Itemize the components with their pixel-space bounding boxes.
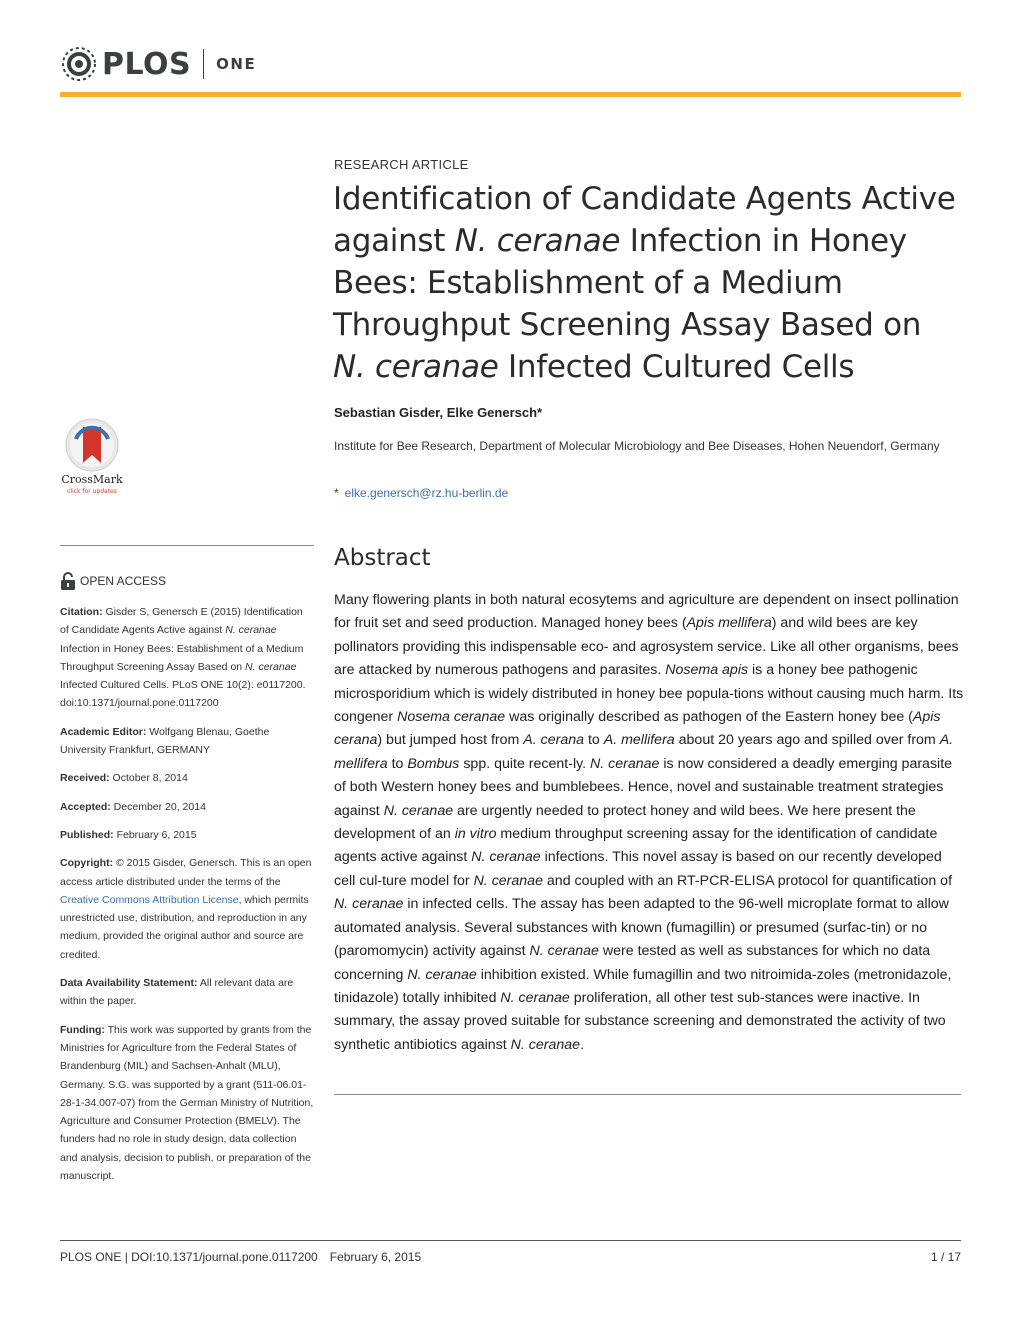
- text-run: proliferation, all other test sub-stances were inactive. In summary, the assay proved suitable for substance screening and demonstrated the activity of two synthetic antibiotics against: [334, 989, 946, 1053]
- published-text: February 6, 2015: [113, 828, 197, 841]
- text-run: were tested as well as substances for which no data concerning: [334, 943, 931, 983]
- article-title: [333, 178, 963, 388]
- text-run: Identification of Candidate Agents Active against: [333, 181, 956, 259]
- text-run: Infection in Honey Bees: Establishment of a Medium Throughput Screening Assay Based on: [333, 223, 922, 343]
- citation-label: Citation:: [60, 606, 103, 618]
- abstract-body: [334, 589, 964, 1057]
- text-run: was originally described as pathogen of the Eastern honey bee (: [505, 709, 913, 726]
- italic-run: N. ceranae: [510, 1036, 581, 1053]
- italic-run: N. ceranae: [225, 624, 277, 637]
- affiliation: Institute for Bee Research, Department of Molecular Microbiology and Bee Diseases, Hohen Neuendorf, Germany: [334, 439, 940, 453]
- plos-logo-icon: [60, 45, 98, 83]
- italic-run: Apis mellifera: [686, 615, 772, 632]
- crossmark-badge[interactable]: [58, 417, 126, 497]
- journal-suffix: ONE: [216, 55, 257, 73]
- footer-date: February 6, 2015: [329, 1250, 422, 1264]
- accepted-date: [60, 798, 314, 816]
- sidebar-divider: [60, 545, 314, 546]
- open-lock-icon: [60, 572, 76, 590]
- text-run: ) but jumped host from: [377, 732, 524, 749]
- logo-divider: [203, 49, 204, 79]
- italic-run: Apis cerana: [334, 709, 941, 749]
- published-label: Published:: [60, 828, 114, 841]
- received-text: October 8, 2014: [109, 772, 188, 785]
- funding-label: Funding:: [60, 1023, 105, 1036]
- editor-label: Academic Editor:: [60, 725, 147, 738]
- footer-journal-doi: PLOS ONE | DOI:10.1371/journal.pone.0117200: [60, 1250, 318, 1264]
- text-run: are urgently needed to protect honey and wild bees. We here present the development of an: [334, 802, 916, 843]
- italic-run: N. ceranae: [500, 989, 570, 1006]
- italic-run: N. ceranae: [245, 660, 297, 673]
- text-run: Infection in Honey Bees: Establishment of a Medium Throughput Screening Assay Based on: [60, 642, 304, 673]
- copyright-label: Copyright:: [60, 857, 114, 870]
- italic-run: A. mellifera: [603, 732, 675, 749]
- author-list: Sebastian Gisder, Elke Genersch*: [334, 405, 543, 420]
- text-run: to: [584, 732, 604, 749]
- text-run: Infected Cultured Cells. PLoS ONE 10(2): e0117200. doi:10.1371/journal.pone.0117200: [60, 679, 306, 710]
- italic-run: N. ceranae: [590, 755, 660, 772]
- published-date: [60, 826, 314, 844]
- text-run: about 20 years ago and spilled over from: [674, 732, 940, 749]
- italic-run: Nosema apis: [665, 662, 749, 679]
- crossmark-label: CrossMark: [61, 473, 123, 486]
- text-run: Many flowering plants in both natural ecosytems and agriculture are dependent on insect pollination for fruit set and seed production. Managed honey bees (: [334, 592, 959, 632]
- license-link[interactable]: Creative Commons Attribution License: [60, 893, 239, 906]
- received-label: Received:: [60, 772, 110, 785]
- italic-run: N. ceranae: [383, 802, 454, 819]
- italic-run: A. mellifera: [334, 732, 954, 772]
- academic-editor: [60, 723, 314, 760]
- text-run: inhibition existed. While fumagillin and two nitroimida-zoles (metronidazole, tinidazole) totally inhibited: [334, 966, 952, 1006]
- abstract-heading: Abstract: [334, 545, 431, 571]
- data-availability: [60, 974, 314, 1011]
- italic-run: N. ceranae: [471, 849, 541, 866]
- crossmark-sublabel: click for updates: [67, 488, 117, 495]
- email-marker: *: [334, 486, 339, 500]
- email-link[interactable]: elke.genersch@rz.hu-berlin.de: [344, 486, 509, 500]
- article-type: RESEARCH ARTICLE: [334, 157, 469, 172]
- text-run: in infected cells. The assay has been adapted to the 96-well microplate format to allow automated analysis. Several substances with known (fumagillin) or presumed (surfac-tin) or no (paromomycin) activity against: [334, 896, 949, 960]
- copyright-post: , which permits unrestricted use, distribution, and reproduction in any medium, provided the original author and source are credited.: [60, 893, 309, 961]
- italic-run: N. ceranae: [407, 966, 477, 983]
- citation-text: [60, 606, 306, 709]
- crossmark-icon: [58, 417, 126, 497]
- copyright-pre: © 2015 Gisder, Genersch. This is an open access article distributed under the terms of the: [60, 857, 312, 888]
- text-run: .: [580, 1036, 585, 1053]
- italic-run: A. cerana: [523, 732, 585, 749]
- abstract-divider: [334, 1094, 961, 1095]
- accepted-text: December 20, 2014: [110, 800, 206, 813]
- footer-divider: [60, 1240, 961, 1241]
- received-date: [60, 769, 314, 787]
- text-run: Gisder S, Genersch E (2015) Identification of Candidate Agents Active against: [60, 606, 303, 637]
- accepted-label: Accepted:: [60, 800, 111, 813]
- plos-one-logo: [60, 44, 256, 84]
- page-number: 1 / 17: [930, 1250, 961, 1264]
- header-accent-bar: [60, 92, 961, 97]
- italic-run: N. ceranae: [529, 943, 599, 960]
- brand-name: PLOS: [102, 46, 192, 82]
- italic-run: N. ceranae: [454, 223, 621, 259]
- data-text: All relevant data are within the paper.: [60, 977, 294, 1008]
- italic-run: N. ceranae: [333, 349, 499, 385]
- text-run: ) and wild bees are key pollinators providing this indispensable eco- and agrosystem service. Like all other organisms, bees are attacked by numerous pathogens and parasites.: [334, 615, 959, 679]
- text-run: infections. This novel assay is based on our recently developed cell cul-ture model for: [334, 849, 942, 889]
- data-label: Data Availability Statement:: [60, 977, 198, 990]
- italic-run: Nosema ceranae: [397, 709, 506, 726]
- italic-run: N. ceranae: [473, 872, 543, 889]
- footer-citation: [60, 1250, 421, 1264]
- italic-run: N. ceranae: [334, 896, 404, 913]
- editor-text: Wolfgang Blenau, Goethe University Frankfurt, GERMANY: [60, 725, 270, 757]
- text-run: is a honey bee pathogenic microsporidium which is widely distributed in honey bee popula-tions without causing much harm. Its congener: [334, 662, 964, 726]
- text-run: Infected Cultured Cells: [498, 349, 855, 385]
- open-access-badge: [60, 572, 166, 590]
- text-run: spp. quite recent-ly.: [459, 755, 591, 772]
- italic-run: in vitro: [454, 826, 497, 843]
- italic-run: Bombus: [407, 755, 460, 772]
- text-run: is now considered a deadly emerging parasite of both Western honey bees and bumblebees. Hence, novel and sustainable treatment strategies against: [334, 755, 953, 819]
- text-run: to: [387, 755, 408, 772]
- text-run: and coupled with an RT-PCR-ELISA protocol for quantification of: [542, 872, 953, 889]
- citation: [60, 603, 314, 713]
- funding: [60, 1021, 314, 1186]
- copyright: [60, 854, 314, 964]
- article-info-sidebar: [60, 603, 314, 1195]
- corresponding-email-row: [334, 486, 508, 500]
- text-run: medium throughput screening assay for the identification of candidate agents active against: [334, 826, 938, 866]
- funding-text: This work was supported by grants from the Ministries for Agriculture from the Federal States of Brandenburg (MIL) and Sachsen-Anhalt (MLU), Germany. S.G. was supported by a grant (511-06.01-28-1-34.007-07) from the German Ministry of Nutrition, Agriculture and Consumer Protection (BMELV). The funders had no role in study design, data collection and analysis, decision to publish, or preparation of the manuscript.: [60, 1023, 314, 1183]
- open-access-label: OPEN ACCESS: [80, 574, 167, 588]
